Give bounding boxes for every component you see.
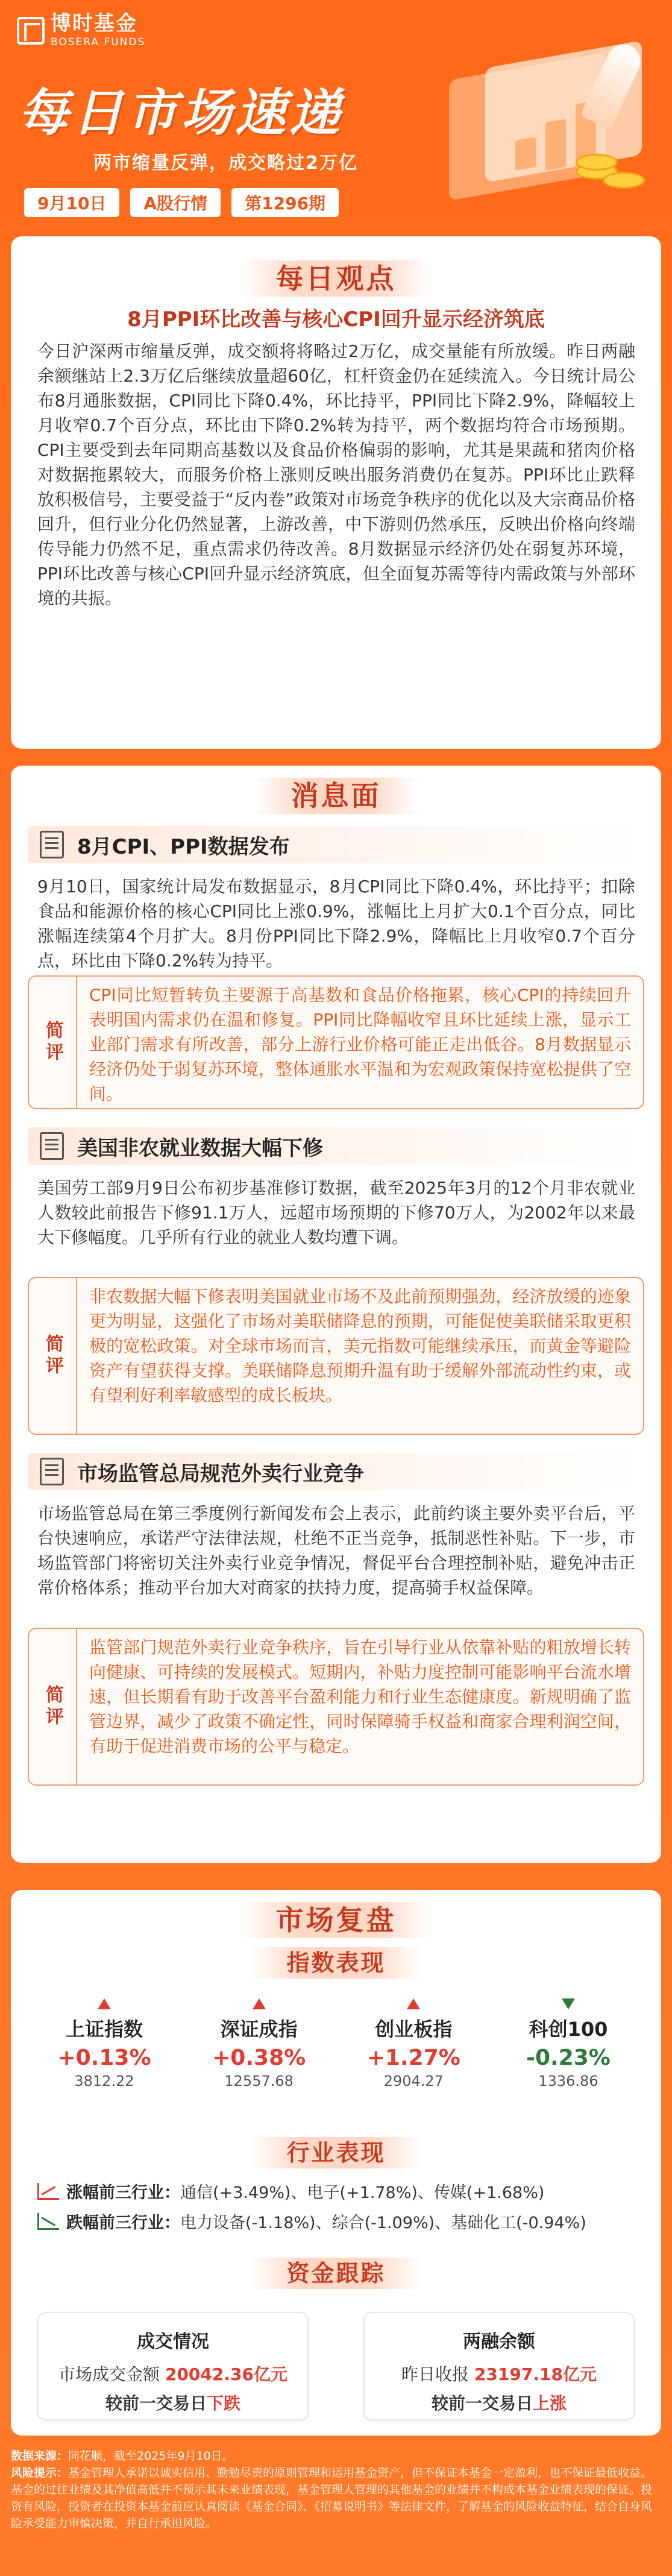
news-document-icon (40, 831, 64, 858)
news-item-title: 市场监管总局规范外卖行业竞争 (77, 1461, 364, 1486)
index-item (35, 1998, 174, 2119)
bosera-logo-icon (17, 17, 45, 45)
market-review-title: 市场复盘 (240, 1902, 433, 1938)
news-item-header (28, 1453, 644, 1490)
coin-icon (576, 154, 618, 171)
industry-down-line (37, 2209, 640, 2233)
header (0, 0, 672, 223)
decor-bar (515, 137, 536, 171)
news-card (11, 766, 661, 1863)
risk-label: 风险提示： (11, 2466, 69, 2480)
daily-view-card (11, 236, 661, 749)
news-document-icon (40, 1132, 64, 1160)
turnover-label: 市场成交金额 (58, 2364, 160, 2384)
market-review-card (11, 1890, 661, 2436)
risk-text: 基金管理人承诺以诚实信用、勤勉尽责的原则管理和运用基金资产，但不保证本基金一定盈利，也不保证最低收益。基金的过往业绩及其净值高低并不预示其未来业绩表现，基金管理人管理的其他基金的业绩并不构成本基金业绩表现的保证。投资有风险，投资者在投资本基金前应认真阅读《基金合同》、《招募说明书》等法律文件，了解基金的风险收益特征，结合自身风险承受能力审慎决策，并自行承担风险。 (11, 2466, 653, 2530)
index-item (499, 1998, 638, 2119)
issue-tag: 第1296期 (231, 188, 339, 217)
index-value: 1336.86 (538, 2073, 598, 2089)
brand-name-en: BOSERA FUNDS (51, 36, 146, 48)
up-arrow-icon (407, 1998, 420, 2009)
news-comment-box (28, 975, 644, 1109)
industry-up-line (37, 2179, 640, 2203)
coin-icon (603, 172, 645, 189)
trend-down-icon (37, 2213, 59, 2230)
index-change: +0.13% (57, 2045, 151, 2070)
index-item (344, 1998, 483, 2119)
page-subtitle: 两市缩量反弹，成交略过2万亿 (93, 153, 358, 174)
brand-name-cn: 博时基金 (51, 11, 137, 36)
margin-title: 两融余额 (463, 2331, 535, 2352)
index-performance-title: 指数表现 (250, 1947, 421, 1979)
news-comment-text: CPI同比短暂转负主要源于高基数和食品价格拖累，核心CPI的持续回升表明国内需求仍在温和修复。PPI同比降幅收窄且环比延续上涨，显示工业部门需求有所改善，部分上游行业价格可能正走出低谷。8月数据显示经济仍处于弱复苏环境，整体通胀水平温和为宏观政策保持宽松提供了空间。 (89, 985, 631, 1104)
header-tags (24, 188, 339, 217)
source-label: 数据来源： (11, 2449, 69, 2463)
source-text: 同花顺，截至2025年9月10日。 (68, 2449, 234, 2463)
index-value: 12557.68 (224, 2073, 294, 2089)
index-change: -0.23% (526, 2045, 611, 2070)
footer-disclaimer (11, 2448, 661, 2568)
index-list (35, 1998, 638, 2119)
news-comment-text: 监管部门规范外卖行业竞争秩序，旨在引导行业从依靠补贴的粗放增长转向健康、可持续的发展模式。短期内，补贴力度控制可能影响平台流水增速，但长期看有助于改善平台盈利能力和行业生态健康度。新规明确了监管边界，减少了政策不确定性，同时保障骑手权益和商家合理利润空间，有助于促进消费市场的公平与稳定。 (89, 1637, 631, 1756)
margin-box (363, 2312, 635, 2420)
news-item-title: 8月CPI、PPI数据发布 (77, 834, 290, 859)
daily-view-body: 今日沪深两市缩量反弹，成交额将将略过2万亿，成交量能有所放缓。昨日两融余额继站上2.3万亿后继续放量超60亿，杠杆资金仍在延续流入。今日统计局公布8月通胀数据，CPI同比下降0.4%，环比持平，PPI同比下降2.9%，降幅较上月收窄0.7个百分点，环比由下降0.2%转为持平，两个数据均符合市场预期。CPI主要受到去年同期高基数以及食品价格偏弱的影响，尤其是果蔬和猪肉价格对数据拖累较大，而服务价格上涨则反映出服务消费仍在复苏。PPI环比止跌释放积极信号，主要受益于“反内卷”政策对市场竞争秩序的优化以及大宗商品价格回升，但行业分化仍然显著，上游改善，中下游则仍然承压，反映出价格向终端传导能力仍然不足，重点需求仍待改善。8月数据显示经济仍处在弱复苏环境，PPI环比改善与核心CPI回升显示经济筑底，但全面复苏需等待内需政策与外部环境的共振。 (37, 341, 635, 608)
industry-down-values: 电力设备(-1.18%)、综合(-1.09%)、基础化工(-0.94%) (180, 2214, 586, 2232)
index-name: 创业板指 (375, 2018, 453, 2041)
margin-compare: 较前一交易日 (431, 2393, 533, 2413)
market-tag: A股行情 (130, 188, 221, 217)
news-item-title: 美国非农就业数据大幅下修 (77, 1136, 323, 1160)
news-item-header (28, 826, 644, 863)
comment-label: 简评 (42, 1334, 63, 1378)
turnover-title: 成交情况 (137, 2331, 209, 2352)
news-section-title: 消息面 (255, 778, 418, 814)
index-change: +1.27% (366, 2045, 460, 2070)
up-arrow-icon (98, 1998, 111, 2009)
index-name: 深证成指 (220, 2018, 298, 2041)
industry-up-label: 涨幅前三行业： (66, 2184, 180, 2202)
news-item-body: 9月10日，国家统计局发布数据显示，8月CPI同比下降0.4%，环比持平；扣除食品和能源价格的核心CPI同比上涨0.9%，涨幅比上月扩大0.1个百分点，同比涨幅连续第4个月扩大。8月份PPI同比下降2.9%，降幅比上月收窄0.7个百分点，环比由下降0.2%转为持平。 (37, 877, 635, 971)
news-comment-text: 非农数据大幅下修表明美国就业市场不及此前预期强劲，经济放缓的迹象更为明显，这强化了市场对美联储降息的预期，可能促使美联储采取更积极的宽松政策。对全球市场而言，美元指数可能继续承压，而黄金等避险资产有望获得支撑。美联储降息预期升温有助于缓解外部流动性约束，或有望利好利率敏感型的成长板块。 (89, 1286, 631, 1405)
fund-tracking-title: 资金跟踪 (250, 2258, 421, 2289)
index-item (190, 1998, 328, 2119)
index-name: 上证指数 (65, 2018, 143, 2041)
decor-bar (545, 119, 566, 171)
industry-down-label: 跌幅前三行业： (66, 2214, 180, 2232)
page-title: 每日市场速递 (18, 83, 344, 142)
news-item-body: 美国劳工部9月9日公布初步基准修订数据，截至2025年3月的12个月非农就业人数较此前报告下修91.1万人，远超市场预期的下修70万人，为2002年以来最大下修幅度。几乎所有行业的就业人数均遭下调。 (37, 1178, 635, 1247)
comment-label: 简评 (42, 1021, 63, 1064)
up-arrow-icon (253, 1998, 266, 2009)
news-item-body: 市场监管总局在第三季度例行新闻发布会上表示，此前约谈主要外卖平台后，平台快速响应，承诺严守法律法规，杜绝不正当竞争，抵制恶性补贴。下一步，市场监管部门将密切关注外卖行业竞争情况，督促平台合理控制补贴，避免冲击正常价格体系；推动平台加大对商家的扶持力度，提高骑手权益保障。 (37, 1504, 635, 1598)
turnover-trend: 下跌 (207, 2393, 241, 2413)
brand-logo (17, 13, 145, 48)
news-item-header (28, 1127, 644, 1165)
industry-performance-title: 行业表现 (250, 2137, 421, 2168)
news-document-icon (40, 1458, 64, 1485)
turnover-value: 20042.36亿元 (165, 2364, 287, 2384)
news-comment-box (28, 1277, 644, 1435)
margin-trend: 上涨 (533, 2393, 567, 2413)
news-comment-box (28, 1628, 644, 1786)
daily-view-headline: 8月PPI环比改善与核心CPI回升显示经济筑底 (127, 307, 545, 332)
index-value: 3812.22 (74, 2073, 134, 2089)
index-value: 2904.27 (383, 2073, 444, 2089)
industry-up-values: 通信(+3.49%)、电子(+1.78%)、传媒(+1.68%) (180, 2184, 545, 2202)
down-arrow-icon (562, 1998, 575, 2009)
index-change: +0.38% (212, 2045, 306, 2070)
daily-view-title: 每日观点 (240, 260, 433, 297)
margin-value: 23197.18亿元 (474, 2364, 597, 2384)
index-name: 科创100 (529, 2018, 608, 2041)
margin-label: 昨日收报 (401, 2364, 469, 2384)
comment-label: 简评 (42, 1685, 63, 1728)
turnover-box (37, 2312, 309, 2420)
trend-up-icon (37, 2183, 59, 2200)
date-tag: 9月10日 (24, 188, 119, 217)
header-illustration (437, 42, 654, 211)
turnover-compare: 较前一交易日 (105, 2393, 207, 2413)
